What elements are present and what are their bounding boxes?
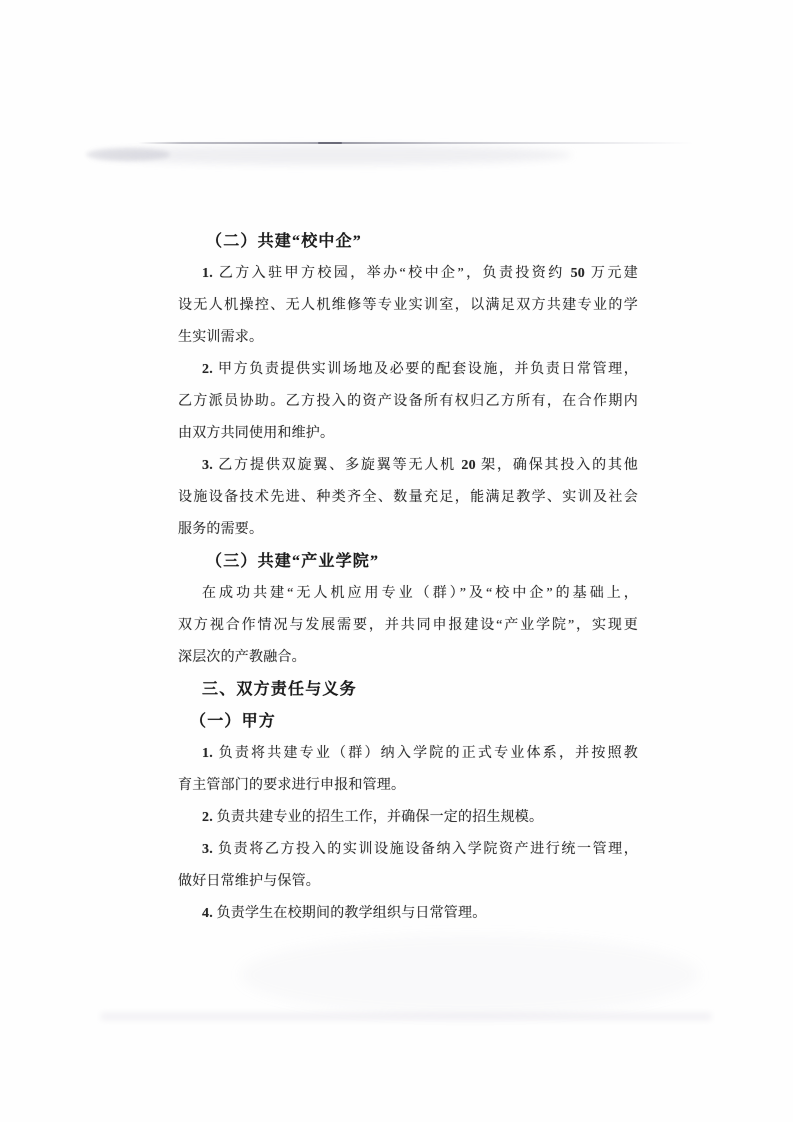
text-run: 负责将共建专业（群）纳入学院的正式专业体系，并按照教 xyxy=(218,746,638,761)
text-run: 乙方派员协助。乙方投入的资产设备所有权归乙方所有，在合作期内 xyxy=(178,394,638,409)
text-line xyxy=(178,418,638,450)
text-line xyxy=(178,610,638,642)
bold-run: 1. xyxy=(202,266,219,281)
bold-run: （二）共建“校中企” xyxy=(206,233,363,250)
text-run: 在成功共建“无人机应用专业（群）”及“校中企”的基础上， xyxy=(202,586,638,601)
bold-run: 50 xyxy=(570,266,585,281)
text-line xyxy=(178,642,638,674)
text-line xyxy=(178,802,638,834)
text-line xyxy=(178,386,638,418)
text-run: 双方视合作情况与发展需要，并共同申报建设“产业学院”，实现更 xyxy=(178,618,638,633)
heading-line xyxy=(178,706,638,738)
bold-run: （一）甲方 xyxy=(190,713,277,730)
scan-artifact-smudge xyxy=(92,145,572,165)
bold-run: 2. xyxy=(202,810,217,825)
text-run: 架，确保其投入的其他 xyxy=(475,458,639,473)
text-line xyxy=(178,578,638,610)
text-run: 由双方共同使用和维护。 xyxy=(178,426,335,441)
heading-line xyxy=(178,674,638,706)
text-run: 负责共建专业的招生工作，并确保一定的招生规模。 xyxy=(216,810,544,825)
text-run: 万元建 xyxy=(585,266,638,281)
text-line xyxy=(178,514,638,546)
scan-artifact-line-dark xyxy=(318,142,342,144)
bold-run: 3. xyxy=(202,842,219,857)
text-line xyxy=(178,290,638,322)
text-run: 设无人机操控、无人机维修等专业实训室，以满足双方共建专业的学 xyxy=(178,298,638,313)
text-line xyxy=(178,258,638,290)
text-run: 负责将乙方投入的实训设施设备纳入学院资产进行统一管理， xyxy=(218,842,638,857)
text-run: 负责学生在校期间的教学组织与日常管理。 xyxy=(216,906,487,921)
bold-run: （三）共建“产业学院” xyxy=(206,553,380,570)
text-line xyxy=(178,866,638,898)
text-run: 育主管部门的要求进行申报和管理。 xyxy=(178,778,406,793)
scan-artifact-smudge-left xyxy=(86,148,170,161)
heading-line xyxy=(178,546,638,578)
text-line xyxy=(178,738,638,770)
bold-run: 1. xyxy=(202,746,219,761)
bold-run: 2. xyxy=(202,362,219,377)
text-run: 服务的需要。 xyxy=(178,522,264,537)
text-run: 深层次的产教融合。 xyxy=(178,650,306,665)
heading-line xyxy=(178,226,638,258)
text-line xyxy=(178,834,638,866)
bold-run: 20 xyxy=(461,458,476,473)
text-line xyxy=(178,450,638,482)
bold-run: 3. xyxy=(202,458,219,473)
text-run: 乙方入驻甲方校园，举办“校中企”，负责投资约 xyxy=(218,266,571,281)
scan-artifact-noise-band xyxy=(100,1012,712,1021)
text-run: 设施设备技术先进、种类齐全、数量充足，能满足教学、实训及社会 xyxy=(178,490,638,505)
text-line xyxy=(178,770,638,802)
bold-run: 三、双方责任与义务 xyxy=(202,681,357,698)
text-line xyxy=(178,482,638,514)
text-run: 生实训需求。 xyxy=(178,330,264,345)
bold-run: 4. xyxy=(202,906,217,921)
text-run: 做好日常维护与保管。 xyxy=(178,874,320,889)
text-line xyxy=(178,322,638,354)
text-line xyxy=(178,354,638,386)
text-line xyxy=(178,898,638,930)
scan-artifact-noise xyxy=(240,935,700,1015)
text-run: 乙方提供双旋翼、多旋翼等无人机 xyxy=(218,458,462,473)
scan-artifact-line xyxy=(138,142,694,144)
text-run: 甲方负责提供实训场地及必要的配套设施，并负责日常管理， xyxy=(218,362,638,377)
document-text xyxy=(178,226,638,930)
